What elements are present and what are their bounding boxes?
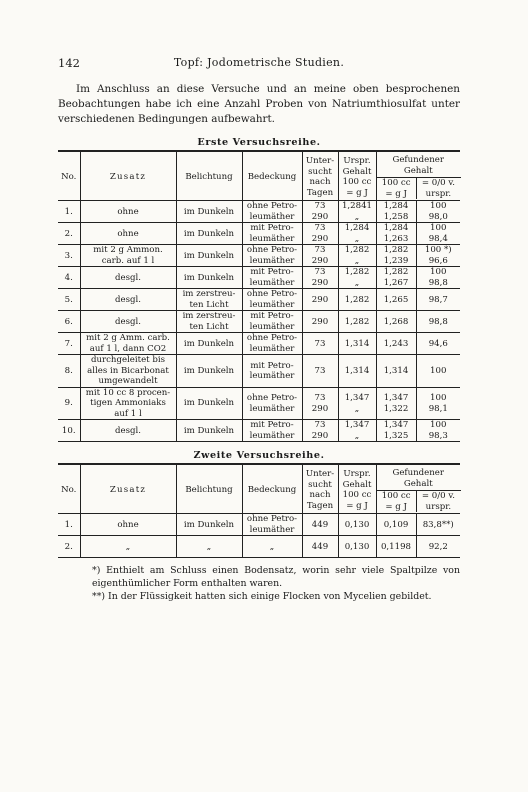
cell-tagen: 290 bbox=[302, 311, 338, 333]
footnote-1: *) Enthielt am Schluss einen Bodensatz, worin sehr viele Spaltpilze von eigenthümlicher Form enthalten waren. bbox=[92, 565, 460, 590]
cell-tagen: 73 bbox=[302, 355, 338, 388]
cell-tagen: 73 290 bbox=[302, 267, 338, 289]
cell-urspr: 1,282 bbox=[338, 311, 376, 333]
cell-tagen: 73 290 bbox=[302, 201, 338, 223]
footnotes bbox=[58, 564, 460, 603]
table-row bbox=[58, 267, 460, 289]
cell-no: 3. bbox=[58, 245, 80, 267]
col-zusatz: Zusatz bbox=[80, 151, 176, 201]
cell-zusatz: mit 2 g Ammon. carb. auf 1 l bbox=[80, 245, 176, 267]
cell-tagen: 290 bbox=[302, 289, 338, 311]
table2-caption: Zweite Versuchsreihe. bbox=[193, 450, 325, 462]
cell-gef-g: 1,282 1,239 bbox=[376, 245, 416, 267]
cell-belichtung: im Dunkeln bbox=[176, 355, 242, 388]
cell-urspr: 0,130 bbox=[338, 536, 376, 558]
cell-gef-g: 1,268 bbox=[376, 311, 416, 333]
cell-no: 10. bbox=[58, 420, 80, 442]
cell-belichtung: im Dunkeln bbox=[176, 514, 242, 536]
cell-no: 8. bbox=[58, 355, 80, 388]
cell-bedeckung: mit Petro- leumäther bbox=[242, 311, 302, 333]
cell-bedeckung: ohne Petro- leumäther bbox=[242, 387, 302, 420]
cell-gef-g: 1,314 bbox=[376, 355, 416, 388]
cell-belichtung: im zerstreu- ten Licht bbox=[176, 289, 242, 311]
cell-bedeckung: mit Petro- leumäther bbox=[242, 355, 302, 388]
cell-belichtung: im Dunkeln bbox=[176, 201, 242, 223]
table-row bbox=[58, 514, 460, 536]
col-urspr-gehalt: Urspr. Gehalt 100 cc = g J bbox=[338, 151, 376, 201]
cell-no: 1. bbox=[58, 514, 80, 536]
cell-zusatz: ohne bbox=[80, 201, 176, 223]
running-title: Topf: Jodometrische Studien. bbox=[173, 56, 345, 69]
table-row bbox=[58, 333, 460, 355]
cell-tagen: 449 bbox=[302, 514, 338, 536]
table-row bbox=[58, 201, 460, 223]
cell-zusatz: ohne bbox=[80, 514, 176, 536]
header-row bbox=[58, 151, 460, 201]
col-urspr-gehalt: Urspr. Gehalt 100 cc = g J bbox=[338, 464, 376, 514]
cell-bedeckung: ohne Petro- leumäther bbox=[242, 201, 302, 223]
cell-gef-percent: 100 98,1 bbox=[416, 387, 460, 420]
page-header bbox=[58, 56, 460, 72]
cell-gef-g: 0,109 bbox=[376, 514, 416, 536]
cell-urspr: 1,282 „ bbox=[338, 245, 376, 267]
cell-bedeckung: „ bbox=[242, 536, 302, 558]
cell-belichtung: im Dunkeln bbox=[176, 267, 242, 289]
cell-zusatz: desgl. bbox=[80, 420, 176, 442]
table-row bbox=[58, 420, 460, 442]
cell-zusatz: desgl. bbox=[80, 267, 176, 289]
cell-bedeckung: mit Petro- leumäther bbox=[242, 267, 302, 289]
cell-zusatz: ohne bbox=[80, 223, 176, 245]
cell-gef-g: 1,284 1,263 bbox=[376, 223, 416, 245]
gefundener-title: Gefundener Gehalt bbox=[376, 468, 462, 491]
cell-zusatz: durchgeleitet bis alles in Bicarbonat umgewandelt bbox=[80, 355, 176, 388]
cell-zusatz: mit 2 g Amm. carb. auf 1 l, dann CO2 bbox=[80, 333, 176, 355]
cell-urspr: 1,284 „ bbox=[338, 223, 376, 245]
cell-gef-percent: 100 98,8 bbox=[416, 267, 460, 289]
cell-tagen: 73 290 bbox=[302, 245, 338, 267]
cell-gef-percent: 83,8**) bbox=[416, 514, 460, 536]
cell-zusatz: desgl. bbox=[80, 311, 176, 333]
cell-gef-g: 1,284 1,258 bbox=[376, 201, 416, 223]
cell-no: 9. bbox=[58, 387, 80, 420]
col-belichtung: Belichtung bbox=[176, 151, 242, 201]
header-row bbox=[58, 464, 460, 514]
table-row bbox=[58, 223, 460, 245]
footnote-2: **) In der Flüssigkeit hatten sich einige Flocken von Mycelien gebildet. bbox=[92, 591, 432, 603]
cell-belichtung: im Dunkeln bbox=[176, 420, 242, 442]
cell-gef-percent: 100 bbox=[416, 355, 460, 388]
cell-tagen: 73 290 bbox=[302, 223, 338, 245]
cell-bedeckung: ohne Petro- leumäther bbox=[242, 289, 302, 311]
cell-gef-g: 1,265 bbox=[376, 289, 416, 311]
cell-urspr: 1,314 bbox=[338, 355, 376, 388]
gefundener-title: Gefundener Gehalt bbox=[376, 155, 462, 178]
cell-no: 1. bbox=[58, 201, 80, 223]
cell-no: 2. bbox=[58, 536, 80, 558]
cell-urspr: 1,282 bbox=[338, 289, 376, 311]
col-bedeckung: Bedeckung bbox=[242, 151, 302, 201]
gefundener-subcols bbox=[377, 178, 461, 199]
table-row bbox=[58, 536, 460, 558]
cell-tagen: 449 bbox=[302, 536, 338, 558]
table-row bbox=[58, 311, 460, 333]
col-untersucht: Unter- sucht nach Tagen bbox=[302, 151, 338, 201]
cell-zusatz: mit 10 cc 8 procen- tigen Ammoniaks auf 1 l bbox=[80, 387, 176, 420]
cell-gef-g: 0,1198 bbox=[376, 536, 416, 558]
table-zweite-versuchsreihe bbox=[58, 463, 460, 558]
cell-gef-g: 1,347 1,322 bbox=[376, 387, 416, 420]
table-row bbox=[58, 387, 460, 420]
col-gef-100cc: 100 cc = g J bbox=[377, 491, 417, 512]
gefundener-subcols bbox=[377, 491, 461, 512]
cell-belichtung: im Dunkeln bbox=[176, 333, 242, 355]
cell-gef-g: 1,282 1,267 bbox=[376, 267, 416, 289]
cell-gef-percent: 94,6 bbox=[416, 333, 460, 355]
cell-gef-percent: 100 98,4 bbox=[416, 223, 460, 245]
cell-urspr: 1,282 „ bbox=[338, 267, 376, 289]
cell-bedeckung: ohne Petro- leumäther bbox=[242, 333, 302, 355]
col-untersucht: Unter- sucht nach Tagen bbox=[302, 464, 338, 514]
col-no: No. bbox=[58, 464, 80, 514]
cell-urspr: 1,314 bbox=[338, 333, 376, 355]
cell-zusatz: „ bbox=[80, 536, 176, 558]
cell-gef-percent: 100 98,0 bbox=[416, 201, 460, 223]
cell-no: 5. bbox=[58, 289, 80, 311]
cell-belichtung: im Dunkeln bbox=[176, 223, 242, 245]
cell-gef-percent: 92,2 bbox=[416, 536, 460, 558]
col-belichtung: Belichtung bbox=[176, 464, 242, 514]
cell-tagen: 73 290 bbox=[302, 420, 338, 442]
cell-urspr: 1,347 „ bbox=[338, 387, 376, 420]
cell-no: 2. bbox=[58, 223, 80, 245]
intro-text: Im Anschluss an diese Versuche und an meine oben besprochenen Beobachtungen habe ich eine Anzahl Proben von Natriumthiosulfat unter verschiedenen Bedingungen aufbewahrt. bbox=[58, 83, 460, 125]
cell-tagen: 73 bbox=[302, 333, 338, 355]
table-row bbox=[58, 245, 460, 267]
cell-belichtung: „ bbox=[176, 536, 242, 558]
cell-bedeckung: mit Petro- leumäther bbox=[242, 420, 302, 442]
cell-gef-g: 1,243 bbox=[376, 333, 416, 355]
table-row bbox=[58, 289, 460, 311]
cell-gef-percent: 98,7 bbox=[416, 289, 460, 311]
cell-gef-percent: 100 *) 96,6 bbox=[416, 245, 460, 267]
cell-gef-g: 1,347 1,325 bbox=[376, 420, 416, 442]
col-no: No. bbox=[58, 151, 80, 201]
cell-urspr: 1,347 „ bbox=[338, 420, 376, 442]
col-bedeckung: Bedeckung bbox=[242, 464, 302, 514]
cell-no: 7. bbox=[58, 333, 80, 355]
table-row bbox=[58, 355, 460, 388]
col-zusatz: Zusatz bbox=[80, 464, 176, 514]
cell-bedeckung: mit Petro- leumäther bbox=[242, 223, 302, 245]
cell-bedeckung: ohne Petro- leumäther bbox=[242, 514, 302, 536]
col-gef-100cc: 100 cc = g J bbox=[377, 178, 417, 199]
cell-no: 6. bbox=[58, 311, 80, 333]
cell-zusatz: desgl. bbox=[80, 289, 176, 311]
cell-no: 4. bbox=[58, 267, 80, 289]
cell-belichtung: im Dunkeln bbox=[176, 245, 242, 267]
page-number: 142 bbox=[58, 56, 80, 70]
cell-tagen: 73 290 bbox=[302, 387, 338, 420]
cell-bedeckung: ohne Petro- leumäther bbox=[242, 245, 302, 267]
cell-gef-percent: 98,8 bbox=[416, 311, 460, 333]
cell-belichtung: im Dunkeln bbox=[176, 387, 242, 420]
table1-caption: Erste Versuchsreihe. bbox=[197, 137, 321, 149]
intro-paragraph bbox=[58, 82, 460, 127]
col-gefundener-gehalt bbox=[376, 464, 460, 514]
cell-urspr: 0,130 bbox=[338, 514, 376, 536]
col-gef-percent: = 0/0 v. urspr. bbox=[421, 178, 455, 199]
cell-gef-percent: 100 98,3 bbox=[416, 420, 460, 442]
cell-urspr: 1,2841 „ bbox=[338, 201, 376, 223]
col-gef-percent: = 0/0 v. urspr. bbox=[421, 491, 455, 512]
col-gefundener-gehalt bbox=[376, 151, 460, 201]
page bbox=[58, 56, 460, 603]
table-erste-versuchsreihe bbox=[58, 150, 460, 442]
cell-belichtung: im zerstreu- ten Licht bbox=[176, 311, 242, 333]
